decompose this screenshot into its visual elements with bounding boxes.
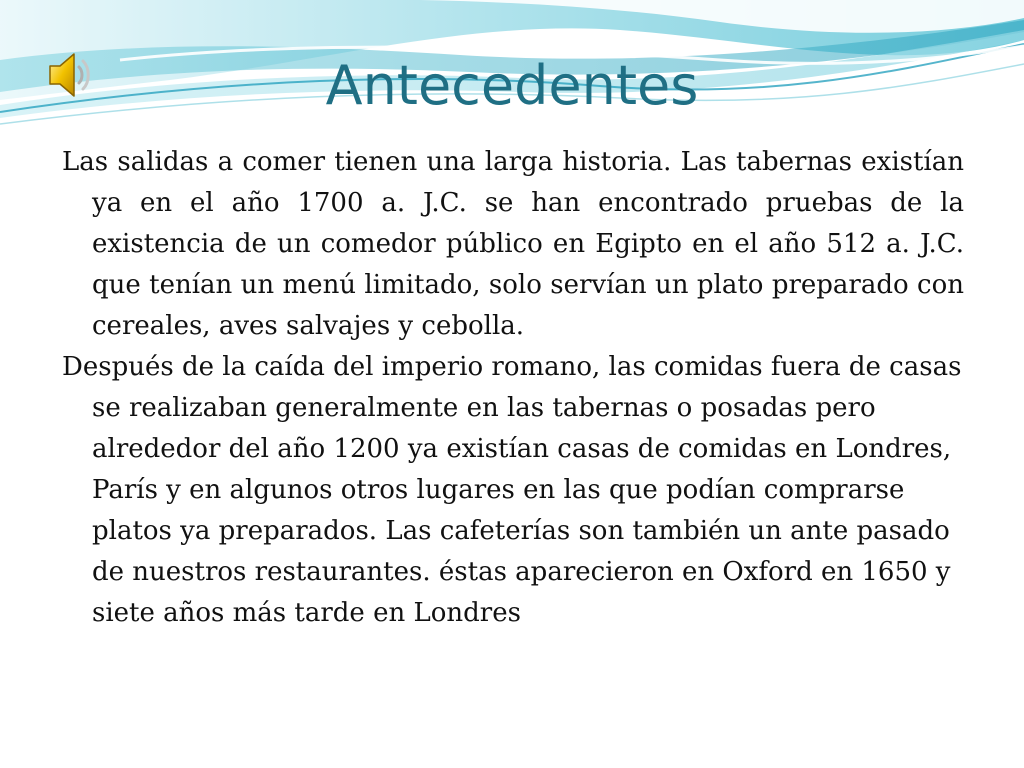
slide-body bbox=[62, 142, 964, 634]
slide-title: Antecedentes bbox=[325, 54, 699, 117]
paragraph-history: Las salidas a comer tienen una larga historia. Las tabernas existían ya en el año 1700 a. J.C. se han encontrado pruebas de la existencia de un comedor público en Egipto en el año 512 a. J.C. que tenían un menú limitado, solo servían un plato preparado con cereales, aves salvajes y cebolla. bbox=[62, 147, 964, 341]
paragraph-after-rome: Después de la caída del imperio romano, las comidas fuera de casas se realizaban generalmente en las tabernas o posadas pero alrededor del año 1200 ya existían casas de comidas en Londres, París y en algunos otros lugares en las que podían comprarse platos ya preparados. Las cafeterías son también un ante pasado de nuestros restaurantes. éstas aparecieron en Oxford en 1650 y siete años más tarde en Londres bbox=[62, 352, 962, 628]
